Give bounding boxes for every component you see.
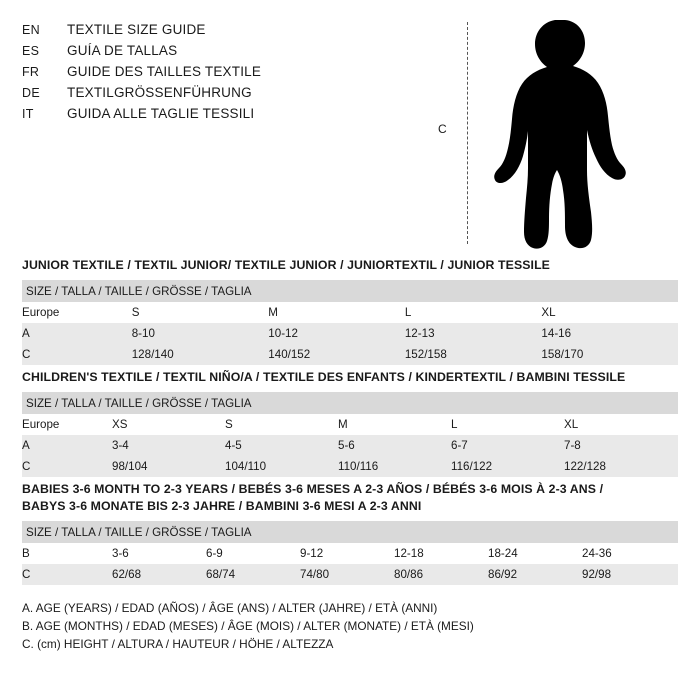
row-label: C [22, 456, 112, 477]
legend [22, 599, 678, 653]
cell: 24-36 [582, 547, 612, 560]
table-header-row [22, 280, 678, 302]
header [22, 18, 678, 253]
cell: 68/74 [206, 564, 300, 585]
cell: 122/128 [564, 456, 678, 477]
section-title: JUNIOR TEXTILE / TEXTIL JUNIOR/ TEXTILE JUNIOR / JUNIORTEXTIL / JUNIOR TESSILE [22, 258, 550, 272]
height-measure-label: C [438, 122, 447, 136]
row-label: A [22, 435, 112, 456]
cell: 62/68 [112, 564, 206, 585]
cell: 12-13 [405, 323, 542, 344]
legend-item-height: C. (cm) HEIGHT / ALTURA / HAUTEUR / HÖHE / ALTEZZA [22, 637, 334, 651]
language-code: IT [22, 107, 34, 121]
section-children [22, 369, 678, 477]
row-label: C [22, 564, 112, 585]
cell: 3-4 [112, 435, 225, 456]
row-label: A [22, 323, 132, 344]
cell: 86/92 [488, 564, 582, 585]
table-row [22, 344, 678, 365]
language-title: GUÍA DE TALLAS [67, 43, 178, 58]
cell: S [131, 306, 140, 319]
cell: 10-12 [268, 323, 405, 344]
cell: 152/158 [405, 344, 542, 365]
cell: 7-8 [564, 435, 678, 456]
cell: 104/110 [225, 456, 338, 477]
cell: L [451, 418, 458, 431]
cell: XL [564, 418, 579, 431]
language-row-en [22, 22, 422, 43]
language-row-es [22, 43, 422, 64]
row-label: B [22, 547, 30, 560]
cell: 128/140 [132, 344, 269, 365]
language-row-fr [22, 64, 422, 85]
cell: 116/122 [451, 456, 564, 477]
cell: L [404, 306, 412, 319]
row-label: Europe [22, 306, 60, 319]
size-table-children [22, 392, 678, 477]
height-dashed-line [467, 22, 468, 244]
cell: 140/152 [268, 344, 405, 365]
cell: 12-18 [394, 547, 424, 560]
section-junior [22, 257, 678, 365]
cell: 74/80 [300, 564, 394, 585]
language-row-de [22, 85, 422, 106]
language-code: DE [22, 86, 40, 100]
table-row [22, 435, 678, 456]
table-row [22, 564, 678, 585]
table-header-label: SIZE / TALLA / TAILLE / GRÖSSE / TAGLIA [22, 280, 678, 302]
language-title: TEXTILGRÖSSENFÜHRUNG [67, 85, 252, 100]
cell: M [338, 418, 348, 431]
section-title: CHILDREN'S TEXTILE / TEXTIL NIÑO/A / TEXTILE DES ENFANTS / KINDERTEXTIL / BAMBINI TESSILE [22, 370, 626, 384]
table-row [22, 456, 678, 477]
language-title: TEXTILE SIZE GUIDE [67, 22, 206, 37]
table-row [22, 302, 678, 323]
cell: 6-7 [451, 435, 564, 456]
cell: 98/104 [112, 456, 225, 477]
cell: 6-9 [206, 547, 223, 560]
table-row [22, 414, 678, 435]
table-header-label: SIZE / TALLA / TAILLE / GRÖSSE / TAGLIA [22, 392, 678, 414]
cell: 14-16 [541, 323, 678, 344]
row-label: Europe [22, 418, 60, 431]
size-table-babies [22, 521, 678, 585]
size-table-junior [22, 280, 678, 365]
legend-item-age-years: A. AGE (YEARS) / EDAD (AÑOS) / ÂGE (ANS) / ALTER (JAHRE) / ETÀ (ANNI) [22, 601, 438, 615]
table-header-label: SIZE / TALLA / TAILLE / GRÖSSE / TAGLIA [22, 521, 678, 543]
cell: XL [541, 306, 556, 319]
cell: 8-10 [132, 323, 269, 344]
cell: 80/86 [394, 564, 488, 585]
table-header-row [22, 392, 678, 414]
section-title-line-1: BABIES 3-6 MONTH TO 2-3 YEARS / BEBÉS 3-6 MESES A 2-3 AÑOS / BÉBÉS 3-6 MOIS À 2-3 ANS / BABYS 3-6 MONATE BIS 2-3 JAHRE / BAMBINI 3-6 MESI A 2-3 ANNI [22, 482, 604, 513]
cell: 92/98 [582, 564, 678, 585]
table-row [22, 323, 678, 344]
table-header-row [22, 521, 678, 543]
language-title-list [22, 18, 422, 127]
cell: 18-24 [488, 547, 518, 560]
language-code: EN [22, 23, 40, 37]
cell: 5-6 [338, 435, 451, 456]
language-row-it [22, 106, 422, 127]
section-babies [22, 481, 678, 585]
figure-area [422, 18, 678, 253]
language-code: ES [22, 44, 40, 58]
cell: XS [112, 418, 128, 431]
cell: M [268, 306, 278, 319]
legend-item-age-months: B. AGE (MONTHS) / EDAD (MESES) / ÂGE (MOIS) / ALTER (MONATE) / ETÀ (MESI) [22, 619, 474, 633]
cell: 110/116 [338, 456, 451, 477]
language-title: GUIDA ALLE TAGLIE TESSILI [67, 106, 255, 121]
table-row [22, 543, 678, 564]
language-title: GUIDE DES TAILLES TEXTILE [67, 64, 262, 79]
cell: 4-5 [225, 435, 338, 456]
cell: 3-6 [112, 547, 129, 560]
toddler-silhouette-icon [477, 18, 657, 250]
cell: S [225, 418, 233, 431]
cell: 9-12 [300, 547, 324, 560]
language-code: FR [22, 65, 40, 79]
cell: 158/170 [541, 344, 678, 365]
row-label: C [22, 344, 132, 365]
